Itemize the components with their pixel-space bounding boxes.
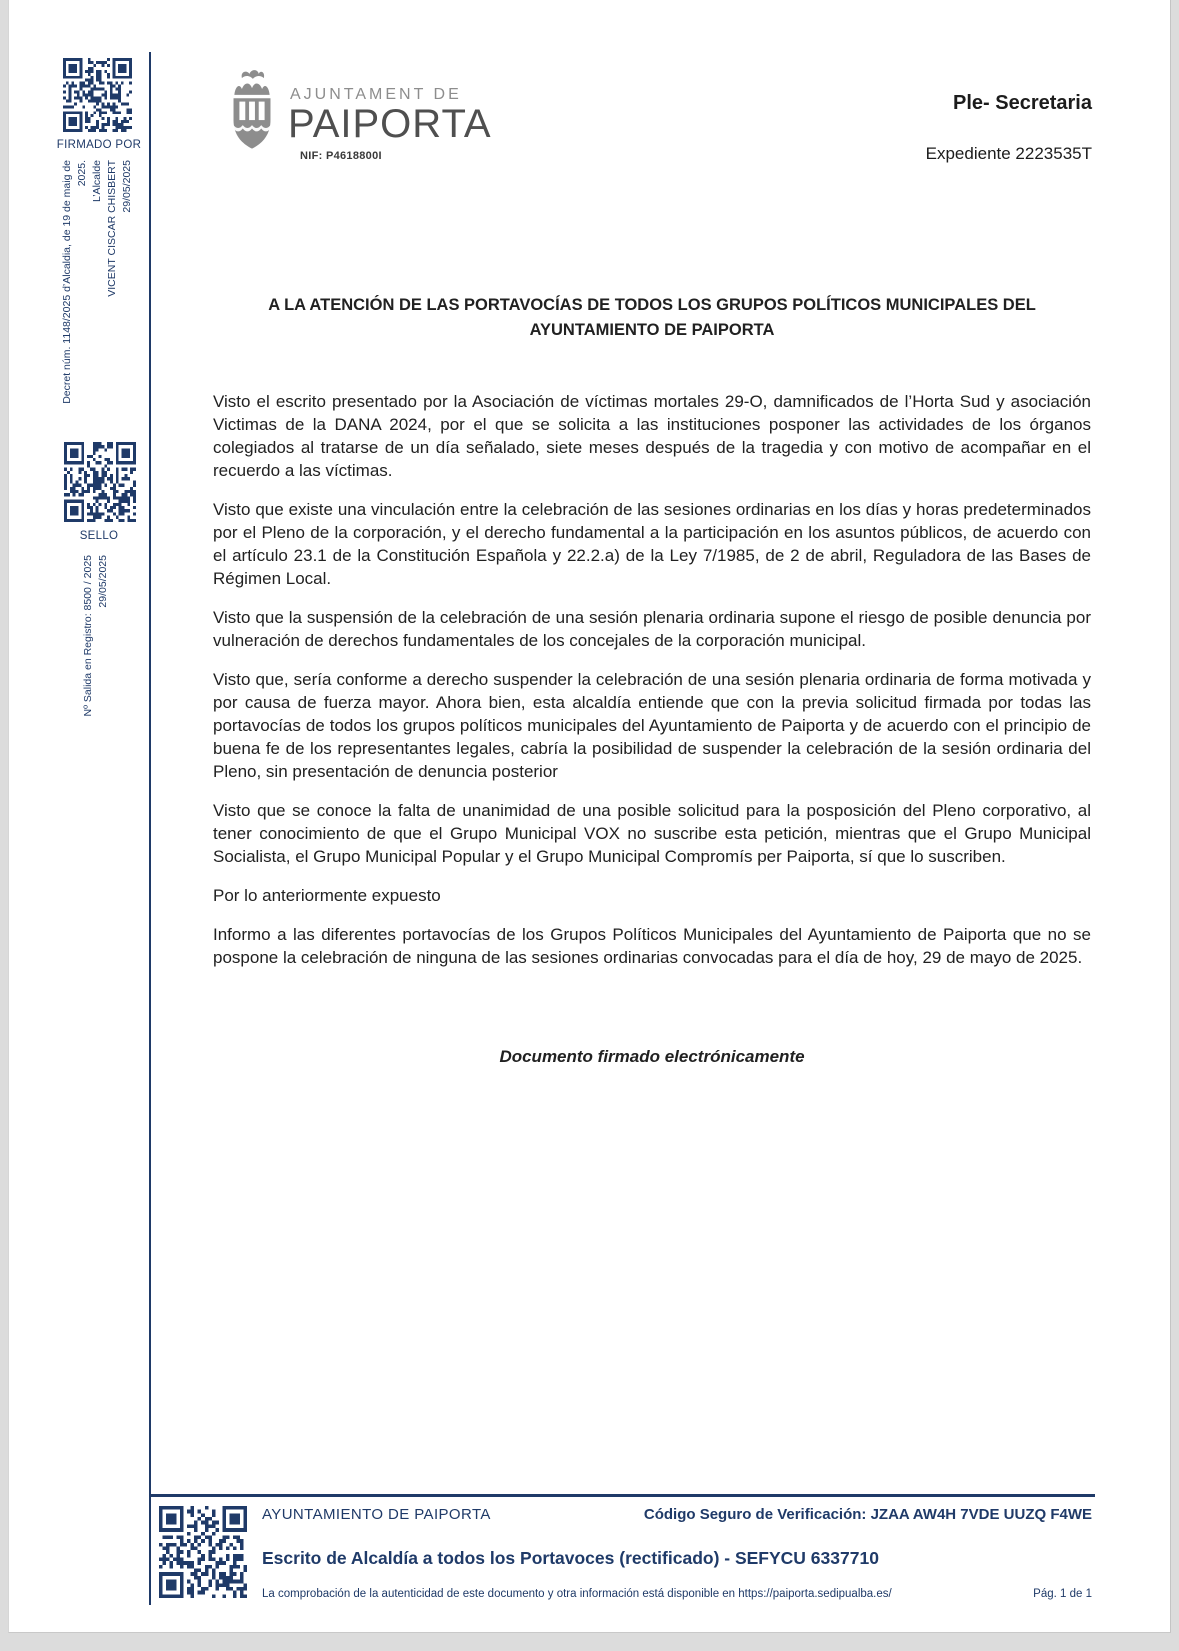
logo-org-name-text: PAIPORTA (288, 102, 492, 146)
paragraph-suspension-riesgo: Visto que la suspensión de la celebración de una sesión plenaria ordinaria supone el riesgo de posible denuncia por vulneración de derechos fundamentales de los concejales de la corporación municipal. (213, 608, 1091, 650)
signature-date-line: 29/05/2025 (121, 160, 133, 213)
registry-date-line: 29/05/2025 (97, 555, 109, 608)
signer-role-line: L’Alcalde (91, 160, 103, 203)
verification-qr-code (159, 1506, 247, 1598)
footer-divider-line (150, 1494, 1095, 1497)
electronic-signature-note: Documento firmado electrónicamente (499, 1047, 805, 1066)
paragraph-conforme-derecho: Visto que, sería conforme a derecho suspender la celebración de una sesión plenaria ordinaria de forma motivada y por causa de fuerza mayor. Ahora bien, esta alcaldía entiende que con la previa solicitud firmada por todas las portavocías de todos los grupos políticos municipales del Ayuntamiento de Paiporta y de acuerdo con el principio de buena fe de los representantes legales, cabría la posibilidad de suspender la celebración de la sesión ordinaria del Pleno, sin presentación de denuncia posterior (213, 670, 1091, 781)
decree-line: Decret núm. 1148/2025 d’Alcaldia, de 19 de maig de (61, 160, 73, 404)
sello-label: SELLO (79, 530, 119, 542)
signature-qr-code (63, 58, 132, 132)
seal-qr-code (64, 442, 136, 522)
logo-org-type-text: AJUNTAMENT DE (290, 86, 462, 103)
document-title (213, 293, 1091, 343)
signer-name-line: VICENT CISCAR CHISBERT (106, 160, 118, 297)
document-title-line2: AYUNTAMIENTO DE PAIPORTA (529, 321, 775, 339)
signature-details-vertical-text (60, 160, 135, 415)
expediente-number: Expediente 2223535T (925, 144, 1092, 163)
authenticity-note: La comprobación de la autenticidad de este documento y otra información está disponible en https://paiporta.sedipualba.es/ (262, 1588, 892, 1600)
page-number: Pág. 1 de 1 (1033, 1588, 1092, 1600)
paragraph-informo: Informo a las diferentes portavocías de los Grupos Políticos Municipales del Ayuntamiento de Paiporta que no se pospone la celebración de ninguna de las sesiones ordinarias convocadas para el día de hoy, 29 de mayo de 2025. (213, 925, 1091, 967)
registry-number-line: Nº Salida en Registro: 8500 / 2025 (82, 555, 94, 717)
decree-year-line: 2025. (76, 160, 88, 187)
footer-organization-text: AYUNTAMIENTO DE PAIPORTA (262, 1506, 491, 1523)
document-title-line1: A LA ATENCIÓN DE LAS PORTAVOCÍAS DE TODOS LOS GRUPOS POLÍTICOS MUNICIPALES DEL (268, 296, 1036, 314)
document-body (213, 390, 1091, 1068)
firmado-por-label: FIRMADO POR (56, 139, 142, 151)
nif-text: NIF: P4618800I (300, 150, 382, 162)
secure-verification-code: Código Seguro de Verificación: JZAA AW4H 7VDE UUZQ F4WE (643, 1506, 1092, 1523)
paragraph-vinculacion: Visto que existe una vinculación entre la celebración de las sesiones ordinarias en los días y horas predeterminados por el Pleno de la corporación, y el derecho fundamental a la participación en los asuntos públicos, de acuerdo con el artículo 23.1 de la Constitución Española y 22.2.a) de la Ley 7/1985, de 2 de abril, Reguladora de las Bases de Régimen Local. (213, 500, 1091, 588)
paragraph-falta-unanimidad: Visto que se conoce la falta de unanimidad de una posible solicitud para la posposición del Pleno corporativo, al tener conocimiento de que el Grupo Municipal VOX no suscribe esta petición, mientras que el Grupo Municipal Socialista, el Grupo Municipal Popular y el Grupo Municipal Compromís per Paiporta, sí que lo suscriben. (213, 801, 1091, 866)
footer-document-title: Escrito de Alcaldía a todos los Portavoces (rectificado) - SEFYCU 6337710 (262, 1548, 879, 1568)
paiporta-coat-of-arms-icon (226, 68, 278, 152)
paragraph-visto-escrito: Visto el escrito presentado por la Asociación de víctimas mortales 29-O, damnificados de l’Horta Sud y asociación Victimas de la DANA 2024, por el que se solicita a las instituciones posponer las actividades de los órganos colegiados al tratarse de un día señalado, siete meses después de la tragedia y con motivo de acompañar en el recuerdo a las víctimas. (213, 392, 1091, 480)
department-heading: Ple- Secretaria (953, 92, 1092, 114)
sidebar-divider-line (149, 52, 151, 1605)
paragraph-por-lo-expuesto: Por lo anteriormente expuesto (213, 886, 441, 905)
registry-details-vertical-text (81, 555, 111, 742)
